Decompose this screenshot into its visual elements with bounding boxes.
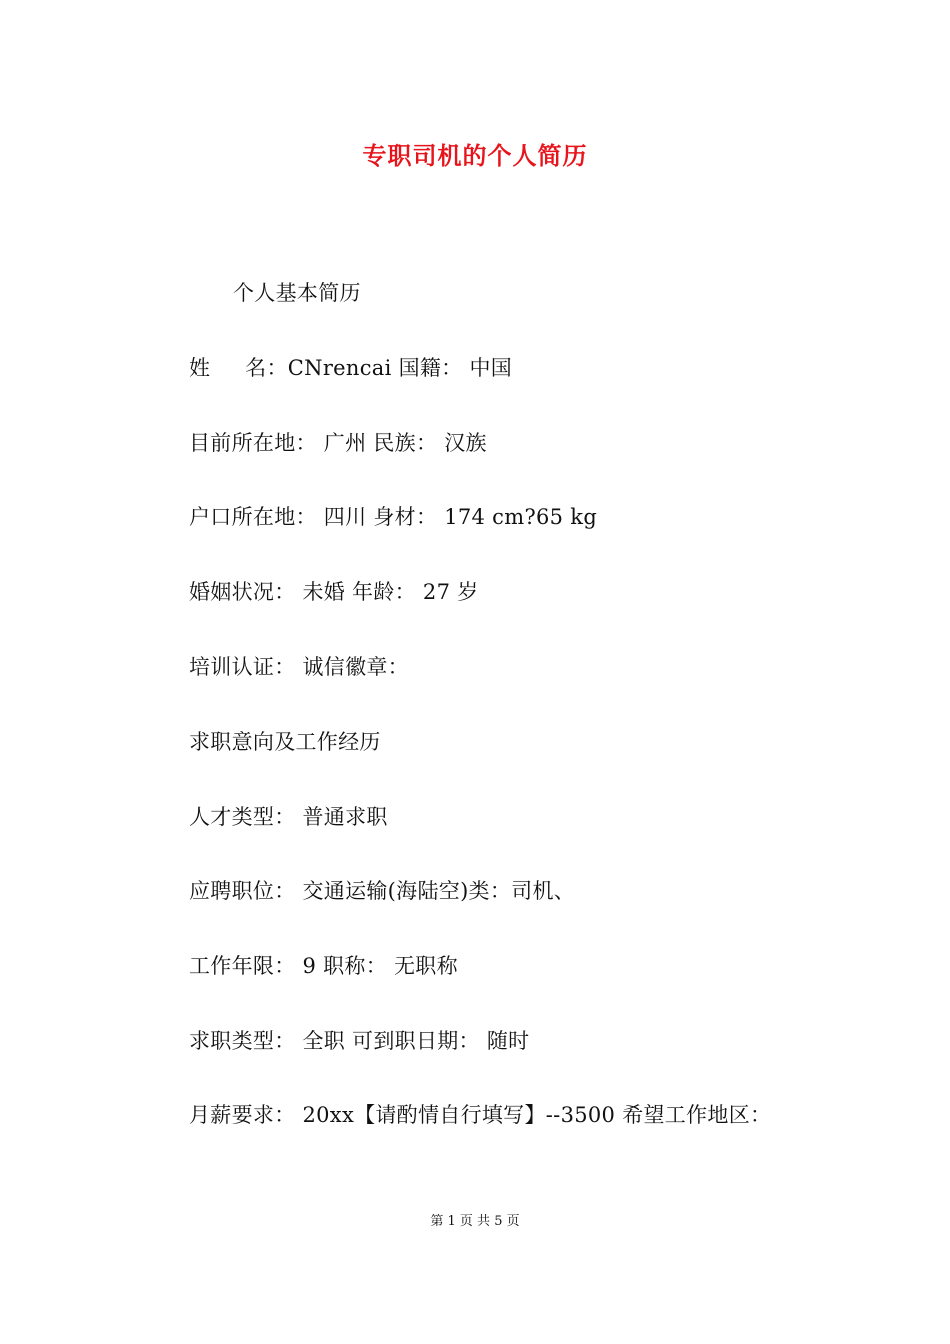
page-number-footer: 第 1 页 共 5 页 — [430, 1214, 520, 1229]
section-heading-basic-info: 个人基本简历 — [233, 281, 361, 305]
line-talent-type: 人才类型： 普通求职 — [189, 805, 388, 829]
document-title: 专职司机的个人简历 — [362, 141, 588, 170]
line-name-nationality: 姓 名：CNrencai 国籍： 中国 — [189, 356, 513, 380]
line-job-type: 求职类型： 全职 可到职日期： 随时 — [189, 1029, 530, 1053]
line-household-registration: 户口所在地： 四川 身材： 174 cm?65 kg — [189, 505, 598, 529]
line-salary-requirement: 月薪要求： 20xx【请酌情自行填写】--3500 希望工作地区： — [189, 1103, 772, 1127]
section-heading-job-intention: 求职意向及工作经历 — [189, 730, 381, 754]
line-work-years: 工作年限： 9 职称： 无职称 — [189, 954, 458, 978]
line-current-location: 目前所在地： 广州 民族： 汉族 — [189, 431, 487, 455]
line-applied-position: 应聘职位： 交通运输(海陆空)类：司机、 — [189, 879, 576, 903]
line-training-certification: 培训认证： 诚信徽章： — [189, 655, 409, 679]
line-marital-age: 婚姻状况： 未婚 年龄： 27 岁 — [189, 580, 479, 604]
